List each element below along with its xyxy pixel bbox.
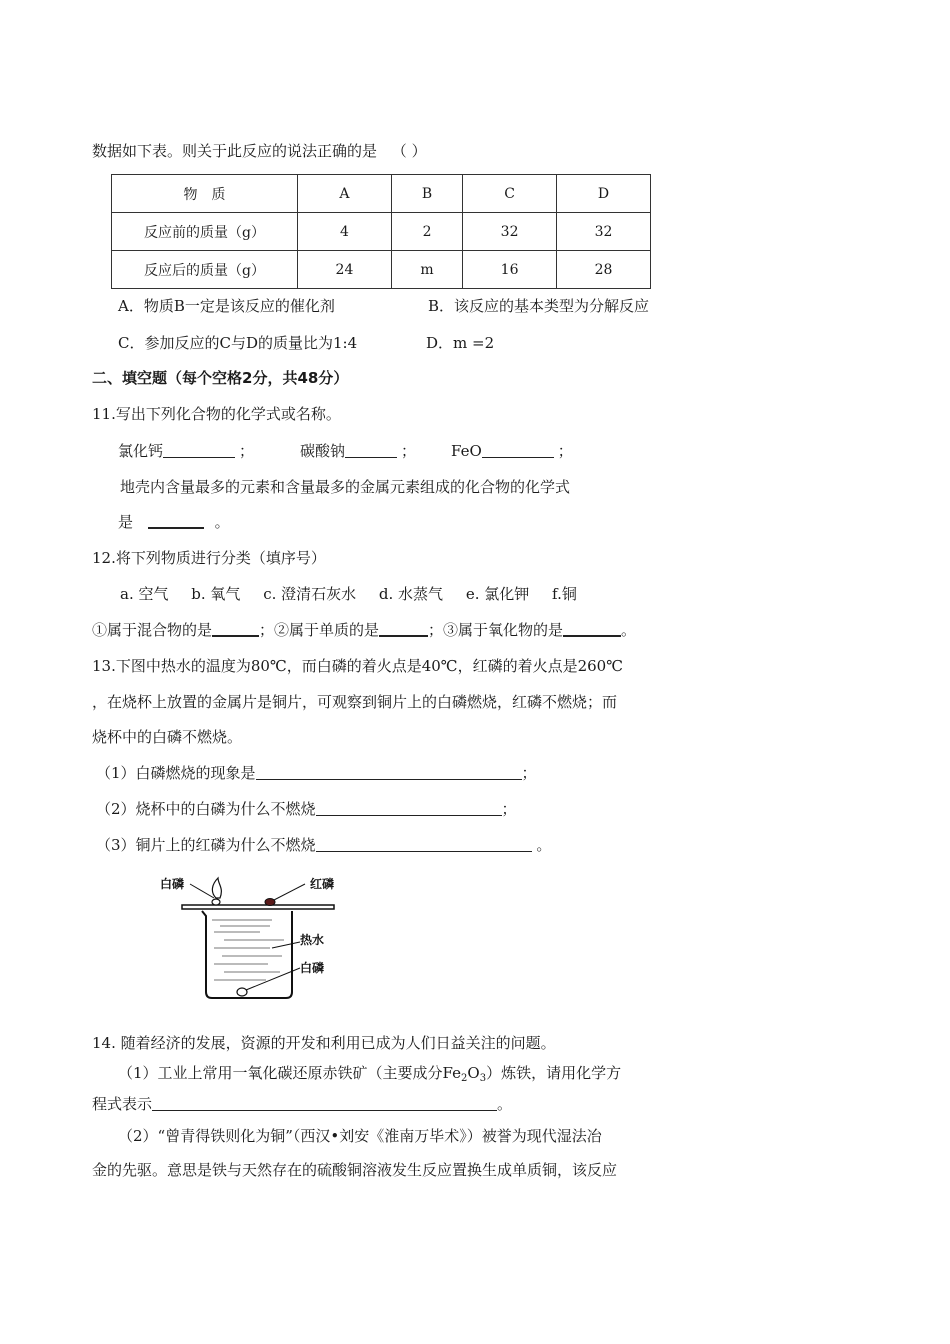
table-cell: D xyxy=(557,175,651,213)
subscript: 2 xyxy=(461,1073,468,1084)
red-phosphorus xyxy=(265,899,275,906)
answer-blank[interactable] xyxy=(345,442,397,458)
q12-item: f.铜 xyxy=(552,585,577,603)
answer-blank[interactable] xyxy=(482,442,554,458)
table-cell: C xyxy=(463,175,557,213)
q13-sub1 xyxy=(96,763,537,783)
table-cell: 物 质 xyxy=(112,175,298,213)
q12-item: c. 澄清石灰水 xyxy=(263,585,357,603)
mass-table xyxy=(111,174,651,289)
q12-item: d. 水蒸气 xyxy=(378,585,444,603)
answer-paren: （ ） xyxy=(391,142,427,160)
q14-sub1-c: ）炼铁，请用化学方 xyxy=(486,1064,622,1082)
table-cell: 反应后的质量（g） xyxy=(112,251,298,289)
copper-plate xyxy=(182,905,334,909)
beaker xyxy=(202,911,292,998)
q13-sub3 xyxy=(96,835,551,855)
answer-blank[interactable] xyxy=(563,620,621,637)
table-cell: m xyxy=(391,251,462,289)
answer-blank[interactable] xyxy=(256,764,522,780)
white-phosphorus-top xyxy=(212,899,220,905)
table-cell: 32 xyxy=(557,213,651,251)
q14-sub2-line1: （2）“曾青得铁则化为铜”（西汉•刘安《淮南万毕术》）被誉为现代湿法冶 xyxy=(118,1127,602,1145)
q11-label-3: FeO xyxy=(451,442,482,460)
q14-sub1-a: （1）工业上常用一氧化碳还原赤铁矿（主要成分Fe xyxy=(118,1064,462,1082)
q12-item: b. 氧气 xyxy=(191,585,241,603)
table-header-row xyxy=(112,175,651,213)
q12-answers xyxy=(92,620,636,640)
q12-part3: ；③属于氧化物的是 xyxy=(428,621,564,639)
q13-sub3-text: （3）铜片上的红磷为什么不燃烧 xyxy=(96,836,316,854)
q12-item: e. 氯化钾 xyxy=(465,585,530,603)
label-white-phosphorus-top: 白磷 xyxy=(160,877,185,891)
separator: ； xyxy=(239,442,255,460)
q11-line3-suffix: 。 xyxy=(214,513,230,531)
separator: ； xyxy=(401,442,417,460)
option-d: D．m =2 xyxy=(426,334,495,352)
table-row xyxy=(112,251,651,289)
q11-label-1: 氯化钙 xyxy=(118,442,164,460)
table-cell: 16 xyxy=(463,251,557,289)
q13-sub1-end: ； xyxy=(521,764,537,782)
q12-part2: ；②属于单质的是 xyxy=(259,621,380,639)
table-row xyxy=(112,213,651,251)
q12-item: a. 空气 xyxy=(120,585,169,603)
answer-blank[interactable] xyxy=(316,836,532,852)
answer-blank[interactable] xyxy=(316,800,502,816)
q14-sub1 xyxy=(118,1063,621,1089)
q12-part1: ①属于混合物的是 xyxy=(92,621,213,639)
table-cell: 反应前的质量（g） xyxy=(112,213,298,251)
answer-blank[interactable] xyxy=(148,512,204,529)
q14-sub1-line2 xyxy=(92,1094,512,1114)
separator: ； xyxy=(557,442,573,460)
q12-items xyxy=(120,584,577,604)
q14-line1: 14. 随着经济的发展，资源的开发和利用已成为人们日益关注的问题。 xyxy=(92,1034,556,1052)
q13-sub2-end: ； xyxy=(501,800,517,818)
section-title: 二、填空题（每个空格2分，共48分） xyxy=(92,369,349,387)
option-b: B．该反应的基本类型为分解反应 xyxy=(428,297,650,315)
intro-line xyxy=(92,141,427,161)
table-cell: B xyxy=(391,175,462,213)
label-white-phosphorus-bottom: 白磷 xyxy=(300,961,325,975)
answer-blank[interactable] xyxy=(152,1095,497,1111)
label-red-phosphorus: 红磷 xyxy=(310,877,335,891)
beaker-figure xyxy=(150,868,370,1004)
option-a: A．物质B一定是该反应的催化剂 xyxy=(118,297,335,315)
table-cell: A xyxy=(298,175,392,213)
table-cell: 4 xyxy=(298,213,392,251)
table-cell: 24 xyxy=(298,251,392,289)
q11-stem: 11.写出下列化合物的化学式或名称。 xyxy=(92,405,341,423)
q13-sub2-text: （2）烧杯中的白磷为什么不燃烧 xyxy=(96,800,316,818)
option-c: C．参加反应的C与D的质量比为1:4 xyxy=(118,334,358,352)
q11-line3-prefix: 是 xyxy=(118,513,134,531)
hot-water xyxy=(212,920,284,980)
subscript: 3 xyxy=(479,1073,487,1084)
q13-line2: ，在烧杯上放置的金属片是铜片，可观察到铜片上的白磷燃烧，红磷不燃烧；而 xyxy=(92,693,618,711)
q12-end: 。 xyxy=(621,621,637,639)
q11-item-1 xyxy=(118,441,254,461)
answer-blank[interactable] xyxy=(379,620,428,637)
q14-sub1-end: 。 xyxy=(497,1095,513,1113)
table-cell: 2 xyxy=(391,213,462,251)
white-phosphorus-bottom xyxy=(237,988,247,996)
q13-sub3-end: 。 xyxy=(531,836,552,854)
label-hot-water: 热水 xyxy=(300,933,325,947)
q11-item-3 xyxy=(451,441,573,461)
q13-sub2 xyxy=(96,799,517,819)
q11-line3 xyxy=(118,512,230,532)
answer-blank[interactable] xyxy=(212,620,259,637)
intro-text: 数据如下表。则关于此反应的说法正确的是 xyxy=(92,142,378,160)
q11-item-2 xyxy=(300,441,416,461)
q13-line3: 烧杯中的白磷不燃烧。 xyxy=(92,728,243,746)
q11-label-2: 碳酸钠 xyxy=(300,442,346,460)
q14-sub1-b: O xyxy=(467,1064,480,1082)
answer-blank[interactable] xyxy=(163,442,235,458)
table-cell: 28 xyxy=(557,251,651,289)
q14-sub1-line2-text: 程式表示 xyxy=(92,1095,153,1113)
q11-line2: 地壳内含量最多的元素和含量最多的金属元素组成的化合物的化学式 xyxy=(120,478,571,496)
q13-line1: 13.下图中热水的温度为80℃，而白磷的着火点是40℃，红磷的着火点是260℃ xyxy=(92,657,624,675)
q13-sub1-text: （1）白磷燃烧的现象是 xyxy=(96,764,256,782)
table-cell: 32 xyxy=(463,213,557,251)
flame-icon xyxy=(212,878,221,898)
q14-sub2-line2: 金的先驱。意思是铁与天然存在的硫酸铜溶液发生反应置换生成单质铜，该反应 xyxy=(92,1161,618,1179)
q12-stem: 12.将下列物质进行分类（填序号） xyxy=(92,549,326,567)
